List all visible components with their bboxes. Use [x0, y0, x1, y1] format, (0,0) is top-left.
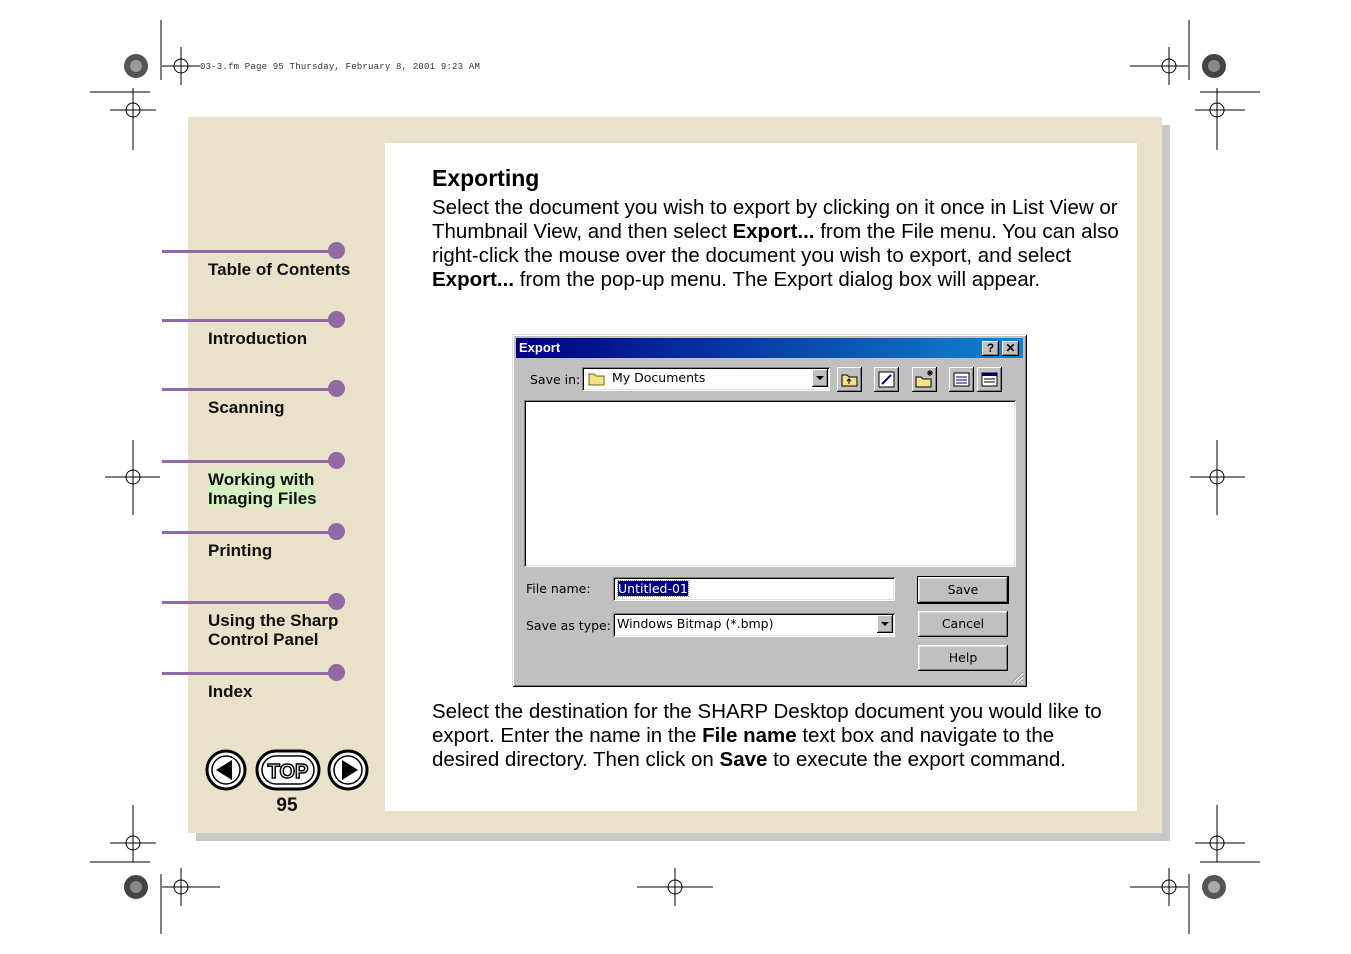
- file-list[interactable]: [524, 400, 1016, 567]
- file-name-label: File name:: [526, 581, 591, 596]
- nav-label[interactable]: Index: [208, 682, 253, 701]
- list-view-icon[interactable]: [949, 367, 974, 392]
- save-in-dropdown[interactable]: [582, 367, 830, 391]
- chevron-down-icon[interactable]: [812, 369, 828, 387]
- resize-grip-icon[interactable]: [1011, 671, 1024, 684]
- help-button[interactable]: Help: [918, 645, 1008, 671]
- nav-dot: [328, 311, 345, 328]
- nav-label[interactable]: [208, 611, 338, 649]
- folder-icon: [588, 371, 606, 386]
- close-icon[interactable]: ✕: [1002, 341, 1019, 356]
- destination-paragraph: Select the destination for the SHARP Desktop document you would like to export. Enter the name in the File name text box and navigate to the desired directory. Then click on Save to execute the export command.: [432, 700, 1102, 771]
- new-folder-icon[interactable]: [912, 367, 937, 392]
- left-arrow-icon[interactable]: [207, 751, 245, 789]
- nav-label[interactable]: Scanning: [208, 398, 285, 417]
- page-number: 95: [276, 795, 298, 816]
- save-in-label: Save in:: [530, 372, 581, 387]
- top-label: TOP: [267, 761, 309, 783]
- desktop-icon[interactable]: [874, 367, 899, 392]
- nav-line: [162, 672, 330, 675]
- nav-label[interactable]: Printing: [208, 541, 273, 560]
- top-button[interactable]: [257, 751, 319, 789]
- nav-dot: [328, 664, 345, 681]
- section-heading: Exporting: [432, 165, 540, 191]
- nav-label-line2: Control Panel: [208, 630, 319, 649]
- nav-line: [162, 601, 330, 604]
- nav-dot: [328, 523, 345, 540]
- dialog-title: Export: [519, 340, 561, 355]
- nav-dot: [328, 242, 345, 259]
- export-dialog: [512, 334, 1027, 687]
- cancel-button[interactable]: Cancel: [918, 611, 1008, 637]
- nav-dot: [328, 593, 345, 610]
- nav-line: [162, 531, 330, 534]
- nav-label[interactable]: [208, 470, 317, 508]
- nav-line: [162, 319, 330, 322]
- nav-label[interactable]: Table of Contents: [208, 260, 351, 279]
- nav-line: [162, 250, 330, 253]
- details-view-icon[interactable]: [977, 367, 1002, 392]
- page-nav-buttons: [205, 749, 370, 794]
- help-icon[interactable]: ?: [982, 341, 999, 356]
- print-header: 03-3.fm Page 95 Thursday, February 8, 2001 9:23 AM: [200, 62, 481, 72]
- nav-dot: [328, 452, 345, 469]
- save-as-type-dropdown[interactable]: [613, 613, 895, 637]
- right-arrow-icon[interactable]: [329, 751, 367, 789]
- intro-paragraph: Select the document you wish to export by clicking on it once in List View or Thumbnail View, and then select Export... from the File menu. You can also right-click the mouse over the document you wish to export, and select Export... from the pop-up menu. The Export dialog box will appear.: [432, 196, 1119, 291]
- nav-dot: [328, 380, 345, 397]
- file-name-value: Untitled-01: [618, 581, 688, 596]
- nav-line: [162, 388, 330, 391]
- save-button[interactable]: Save: [918, 577, 1008, 603]
- nav-label[interactable]: Introduction: [208, 329, 308, 348]
- nav-label-line2: Imaging Files: [208, 489, 317, 508]
- nav-label-line1: Using the Sharp: [208, 611, 339, 630]
- file-name-input[interactable]: [613, 577, 895, 601]
- up-folder-icon[interactable]: [837, 367, 862, 392]
- save-as-type-value: Windows Bitmap (*.bmp): [617, 616, 774, 631]
- nav-label-line1: Working with: [208, 470, 315, 489]
- dialog-titlebar[interactable]: [516, 338, 1023, 358]
- save-as-type-label: Save as type:: [526, 618, 611, 633]
- chevron-down-icon[interactable]: [877, 615, 893, 633]
- save-in-value: My Documents: [612, 370, 706, 385]
- nav-line: [162, 460, 330, 463]
